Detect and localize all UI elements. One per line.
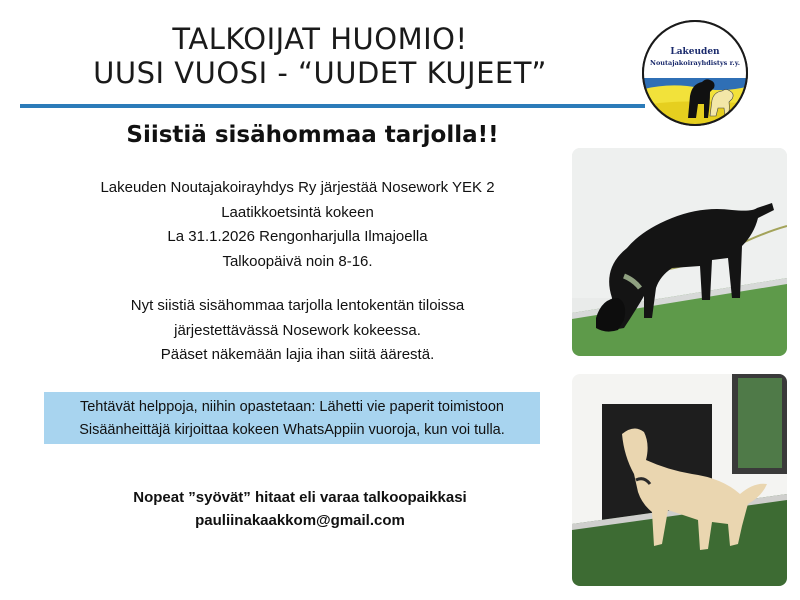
event-info (20, 176, 575, 274)
headline-line-2: UUSI VUOSI - “UUDET KUJEET” (93, 56, 547, 90)
subtitle: Siistiä sisähommaa tarjolla!! (126, 122, 499, 148)
event-line-2: Laatikkoetsintä kokeen (221, 203, 374, 221)
contact-email[interactable]: pauliinakaakkom@gmail.com (195, 512, 405, 529)
golden-retriever-box-search-photo (572, 374, 787, 586)
event-line-4: Talkoopäivä noin 8-16. (222, 252, 373, 270)
logo-text-line-1: Lakeuden (670, 47, 720, 57)
header-divider (20, 104, 645, 108)
tasks-box (44, 392, 540, 444)
tasks-line-2: Sisäänheittäjä kirjoittaa kokeen WhatsAppiin vuoroja, kun voi tulla. (79, 422, 505, 438)
tasks-line-1: Tehtävät helppoja, niihin opastetaan: Lähetti vie paperit toimistoon (79, 399, 504, 415)
description-line-1: Nyt siistiä sisähommaa tarjolla lentokentän tiloissa (130, 297, 465, 314)
contact-info (20, 486, 580, 532)
description-line-2: järjestettävässä Nosework kokeessa. (174, 321, 421, 339)
event-line-3: La 31.1.2026 Rengonharjulla Ilmajoella (167, 228, 428, 245)
logo-text-line-2: Noutajakoirayhdistys r.y. (650, 59, 740, 67)
description-line-3: Pääset näkemään lajia ihan siitä äärestä. (160, 346, 435, 363)
club-logo (640, 18, 750, 128)
black-labrador-sniffing-photo (572, 148, 787, 356)
headline-line-1: TALKOIJAT HUOMIO! (172, 22, 468, 56)
description (20, 294, 575, 368)
contact-line: Nopeat ”syövät” hitaat eli varaa talkoopaikkasi (133, 489, 467, 506)
event-line-1: Lakeuden Noutajakoirayhdys Ry järjestää Nosework YEK 2 (100, 179, 495, 196)
